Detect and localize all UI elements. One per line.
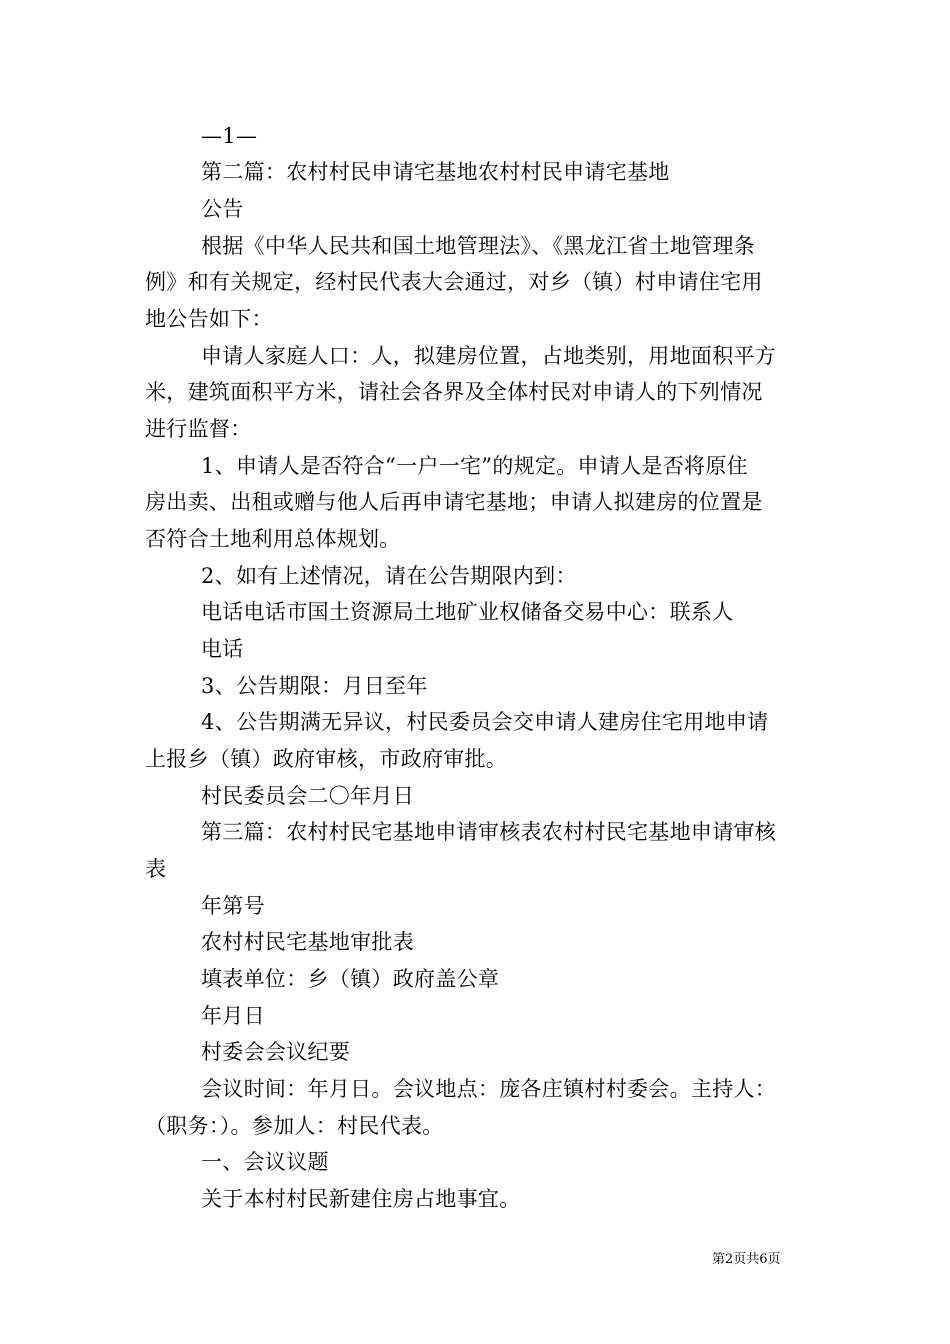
form-line: 年第号 — [201, 894, 265, 918]
paragraph-line: 申请人家庭人口：人，拟建房位置，占地类别，用地面积平方 — [201, 344, 777, 368]
paragraph-line: 否符合土地利用总体规划。 — [145, 527, 401, 551]
paragraph-line: 上报乡（镇）政府审核，市政府审批。 — [145, 747, 508, 771]
paragraph-line: 根据《中华人民共和国土地管理法》、《黑龙江省土地管理条 — [201, 234, 756, 258]
section-title-2: 第二篇：农村村民申请宅基地农村村民申请宅基地 — [201, 160, 670, 184]
list-item-1: 1、申请人是否符合“一户一宅”的规定。申请人是否将原住 — [201, 454, 748, 478]
form-line: 填表单位：乡（镇）政府盖公章 — [201, 967, 500, 991]
paragraph-line: 会议时间：年月日。会议地点：庞各庄镇村村委会。主持人： — [201, 1077, 777, 1101]
list-item-3: 3、公告期限：月日至年 — [201, 674, 428, 698]
contact-line: 电话 — [201, 637, 244, 661]
list-item-2: 2、如有上述情况，请在公告期限内到： — [201, 564, 577, 588]
page-number-marker: —1— — [201, 124, 258, 148]
signature-line: 村民委员会二〇年月日 — [201, 784, 414, 808]
paragraph-line: 进行监督： — [145, 417, 252, 441]
paragraph-line: 表 — [145, 857, 167, 881]
form-line: 年月日 — [201, 1004, 265, 1028]
paragraph-line: 地公告如下： — [145, 307, 273, 331]
list-item-4: 4、公告期满无异议，村民委员会交申请人建房住宅用地申请 — [201, 710, 769, 734]
contact-line: 电话电话市国土资源局土地矿业权储备交易中心：联系人 — [201, 600, 734, 624]
section-title-3: 第三篇：农村村民宅基地申请审核表农村村民宅基地申请审核 — [201, 820, 777, 844]
paragraph-line: 房出卖、出租或赠与他人后再申请宅基地；申请人拟建房的位置是 — [145, 490, 763, 514]
notice-heading: 公告 — [201, 197, 244, 221]
paragraph-line: 关于本村村民新建住房占地事宜。 — [201, 1187, 521, 1211]
page-footer: 第2页共6页 — [712, 1252, 781, 1267]
paragraph-line: 例》和有关规定，经村民代表大会通过，对乡（镇）村申请住宅用 — [145, 270, 763, 294]
agenda-heading: 一、会议议题 — [201, 1150, 329, 1174]
paragraph-line: 米，建筑面积平方米，请社会各界及全体村民对申请人的下列情况 — [145, 380, 763, 404]
form-title: 农村村民宅基地审批表 — [201, 930, 414, 954]
minutes-heading: 村委会会议纪要 — [201, 1040, 351, 1064]
paragraph-line: （职务：）。参加人：村民代表。 — [145, 1114, 444, 1138]
